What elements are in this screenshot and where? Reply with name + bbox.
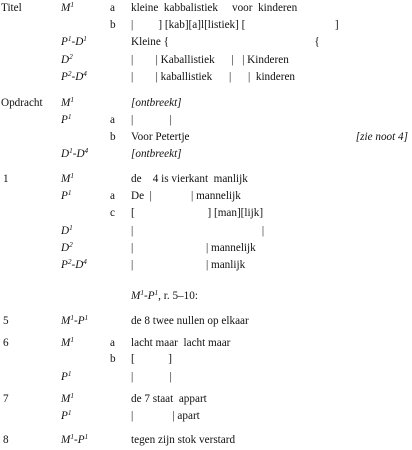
variant-text: tegen zijn stok verstard [131, 434, 236, 446]
line-number: 7 [3, 393, 9, 405]
witness-siglum: $P^2-D^4$ [61, 258, 87, 271]
variant-text: de 4 is vierkant manlijk [131, 173, 248, 185]
section-label-opdracht: Opdracht [1, 97, 43, 109]
variant-letter: b [110, 131, 116, 143]
witness-siglum: $M^1-P^1$ [61, 433, 89, 446]
variant-text: Voor Petertje [131, 131, 190, 143]
line-number: 6 [3, 337, 9, 349]
footnote-reference: [zie noot 4] [355, 131, 408, 143]
witness-siglum: $P^1$ [61, 409, 72, 422]
variant-text: | | [131, 371, 172, 383]
variant-text: de 7 staat appart [131, 393, 207, 405]
section-label-titel: Titel [1, 2, 22, 14]
variant-letter: b [110, 353, 116, 365]
witness-siglum: $M^1$ [61, 392, 74, 405]
witness-siglum: $P^1$ [61, 189, 72, 202]
variant-text: kleine kabbalistiek voor kinderen [131, 2, 298, 14]
variant-text: | | [131, 225, 265, 237]
variant-text: [ ] [man][lijk] [131, 207, 264, 219]
variant-text: De | | mannelijk [131, 190, 241, 202]
variant-letter: a [110, 337, 115, 349]
witness-siglum: $M^1$ [61, 336, 74, 349]
witness-siglum: $M^1$ [61, 96, 74, 109]
variant-letter: c [110, 207, 115, 219]
variant-text: Kleine { { [131, 36, 320, 48]
variant-text: | | kaballistiek | | kinderen [131, 71, 295, 83]
variant-text: | | mannelijk [131, 242, 256, 254]
witness-siglum: $P^1$ [61, 113, 72, 126]
line-number: 5 [3, 315, 9, 327]
editorial-note: [ontbreekt] [131, 148, 182, 160]
witness-siglum: $P^1$ [61, 370, 72, 383]
variant-text: | | [131, 114, 172, 126]
variant-text: lacht maar lacht maar [131, 337, 231, 349]
range-header: $M^1-P^1$, r. 5–10: [131, 289, 198, 302]
witness-siglum: $D^2$ [61, 53, 73, 66]
line-number: 8 [3, 434, 9, 446]
witness-siglum: $D^1$ [61, 224, 73, 237]
witness-siglum: $P^1-D^1$ [61, 35, 87, 48]
witness-siglum: $P^2-D^4$ [61, 70, 87, 83]
variant-text: | | apart [131, 410, 200, 422]
variant-letter: a [110, 2, 115, 14]
variant-text: | ] [kab][a]l[listiek] [ ] [131, 19, 339, 31]
witness-siglum: $D^1-D^4$ [61, 147, 89, 160]
variant-text: [ ] [131, 353, 173, 365]
witness-siglum: $M^1$ [61, 1, 74, 14]
variant-letter: a [110, 114, 115, 126]
variant-text: | | Kaballistiek | | Kinderen [131, 54, 289, 66]
variant-text: | | manlijk [131, 259, 246, 271]
witness-siglum: $D^2$ [61, 241, 73, 254]
variant-letter: a [110, 190, 115, 202]
variant-text: de 8 twee nullen op elkaar [131, 315, 249, 327]
variant-letter: b [110, 19, 116, 31]
witness-siglum: $M^1$ [61, 172, 74, 185]
witness-siglum: $M^1-P^1$ [61, 314, 89, 327]
editorial-note: [ontbreekt] [131, 97, 182, 109]
line-number: 1 [3, 173, 9, 185]
